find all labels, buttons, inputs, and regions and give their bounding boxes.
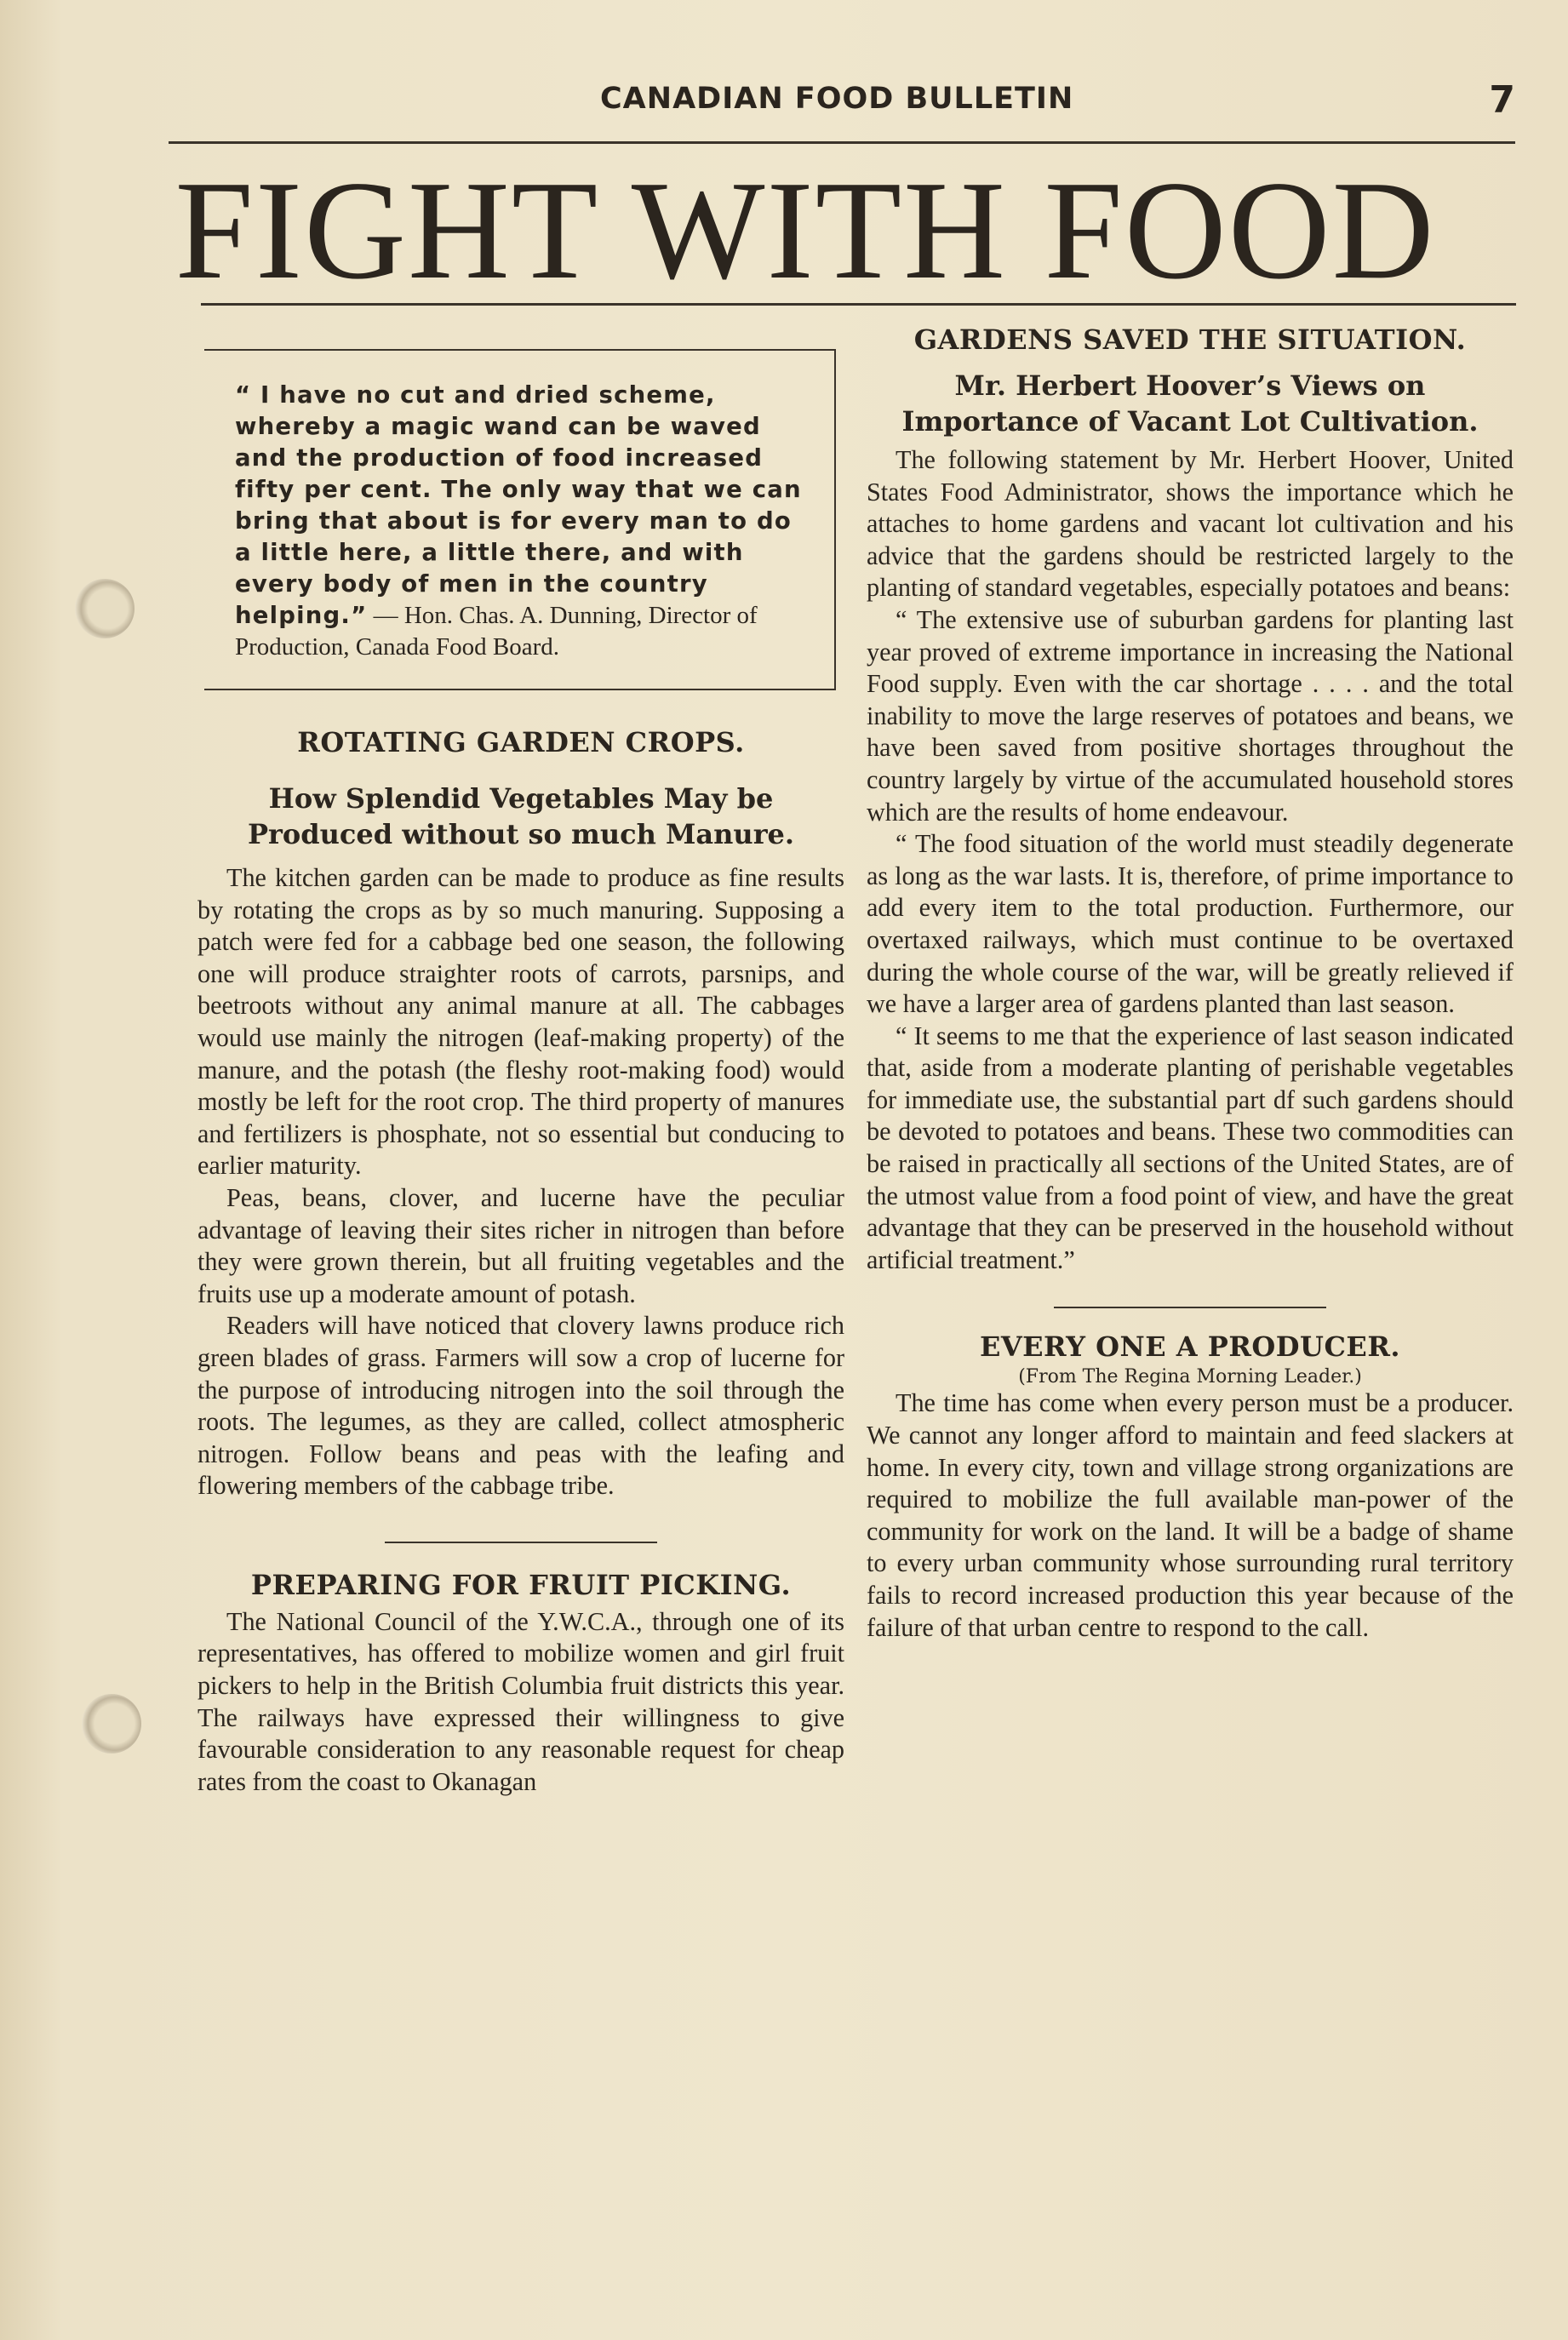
quote-box [204, 349, 836, 690]
gardens-body [867, 444, 1514, 1276]
rotating-paragraph: Readers will have noticed that clovery lawns produce rich green blades of grass. Farmers will sow a crop of lucerne for the purpose of introducing nitrogen into the soil through the roots. The legumes, as they are called, collect atmospheric nitrogen. Follow beans and peas with the leafing and flowering members of the cabbage tribe. [197, 1311, 844, 1501]
masthead-title: FIGHT WITH FOOD [175, 152, 1436, 308]
producer-title: EVERY ONE A PRODUCER. [979, 1330, 1401, 1364]
right-column [867, 323, 1514, 1644]
punch-hole-upper [75, 579, 134, 638]
fruit-body [197, 1606, 844, 1799]
gardens-paragraph: “ It seems to me that the experience of last season indicated that, aside from a moderate planting of perishable vegetables for immediate use, the substantial part df such gardens should be devoted to potatoes and beans. These two commodities can be raised in practically all sections of the United States, are of the utmost value from a food point of view, and have the great advantage that they can be preserved in the household without artificial treatment.” [867, 1021, 1514, 1274]
rotating-paragraph: The kitchen garden can be made to produce as fine results by rotating the crops as by so much manuring. Supposing a patch were fed for a cabbage bed one season, the following one will produce straighter roots of carrots, parsnips, and beetroots without any animal manure at all. The cabbages would use mainly the nitrogen (leaf-making property) of the manure, and the potash (the fleshy root-making food) would mostly be left for the root crop. The third property of manures and fertilizers is phosphate, not so essential but conducing to earlier maturity. [197, 863, 844, 1181]
rotating-body [197, 862, 844, 1502]
fruit-paragraph: The National Council of the Y.W.C.A., through one of its representatives, has offered to mobilize women and girl fruit pickers to help in the British Columbia fruit districts this year. The railways have expressed their willingness to give favourable consideration to any reasonable request for cheap rates from the coast to Okanagan [197, 1606, 844, 1796]
gardens-paragraph: The following statement by Mr. Herbert Hoover, United States Food Administrator, shows the importance which he attaches to home gardens and vacant lot cultivation and his advice that the gardens should be restricted largely to the planting of standard vegetables, especially potatoes and beans: [867, 445, 1514, 603]
fruit-title: PREPARING FOR FRUIT PICKING. [250, 1568, 792, 1601]
left-column [197, 349, 844, 1798]
producer-paragraph: The time has come when every person must be a producer. We cannot any longer afford to maintain and feed slackers at home. In every city, town and village strong organizations are required to mobilize the full available man-power of the community for work on the land. It will be a badge of shame to every urban community whose surrounding rural territory fails to record increased production this year because of the failure of that urban centre to respond to the call. [867, 1388, 1514, 1642]
gardens-title: GARDENS SAVED THE SITUATION. [913, 323, 1467, 356]
gardens-paragraph: “ The extensive use of suburban gardens for planting last year proved of extreme importance in increasing the National Food supply. Even with the car shortage . . . . and the total inability to move the large reserves of potatoes and beans, we have been saved from positive shortages throughout the country largely by virtue of the accumulated household stores which are the results of home endeavour. [867, 604, 1514, 827]
rotating-paragraph: Peas, beans, clover, and lucerne have the peculiar advantage of leaving their sites richer in nitrogen than before they were grown therein, but all fruiting vegetables and the fruits use up a moderate amount of potash. [197, 1182, 844, 1308]
producer-body [867, 1387, 1514, 1644]
quote-body: “ I have no cut and dried scheme, whereby a magic wand can be waved and the production of food increased fifty per cent. The only way that we can bring that about is for every man to do a little here, a little there, and with every body of men in the country helping.” [235, 381, 802, 629]
header-rule [169, 141, 1515, 144]
masthead [0, 145, 1568, 315]
quote-attribution: — Hon. Chas. A. Dunning, Director of Production, Canada Food Board. [235, 602, 758, 661]
masthead-rule [201, 303, 1516, 306]
producer-source: (From The Regina Morning Leader.) [1018, 1366, 1362, 1388]
running-title: CANADIAN FOOD BULLETIN [600, 82, 1074, 116]
rotating-subtitle: How Splendid Vegetables May be Produced without so much Manure. [247, 782, 795, 850]
gardens-subtitle: Mr. Herbert Hoover’s Views on Importance of Vacant Lot Cultivation. [901, 369, 1479, 438]
running-header [0, 78, 1568, 124]
page-number: 7 [1489, 78, 1515, 122]
rotating-title: ROTATING GARDEN CROPS. [297, 726, 745, 758]
punch-hole-lower [82, 1694, 141, 1754]
gardens-paragraph: “ The food situation of the world must steadily degenerate as long as the war lasts. It is, therefore, of prime importance to add every item to the total production. Furthermore, our overtaxed railways, which must continue to be overtaxed during the whole course of the war, will be greatly relieved if we have a larger area of gardens planted than last season. [867, 829, 1514, 1019]
quote-text [235, 380, 809, 663]
